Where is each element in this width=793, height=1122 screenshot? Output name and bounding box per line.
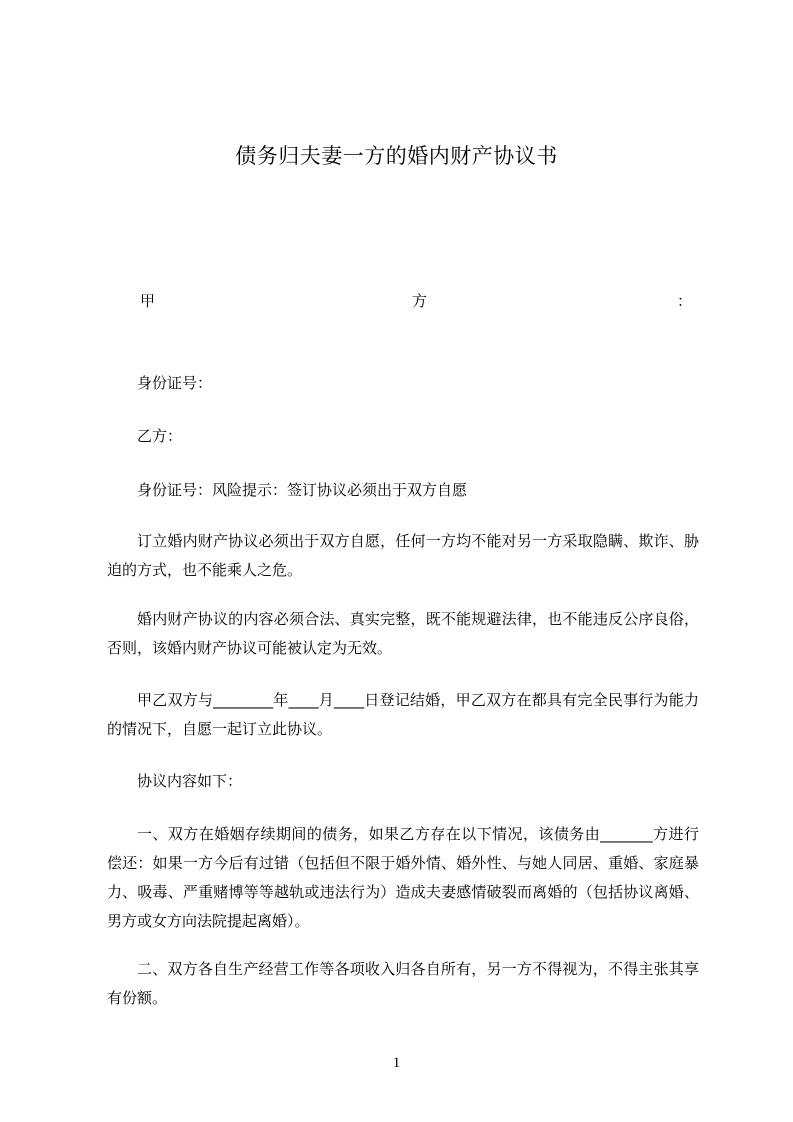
- id-number-risk-line: 身份证号：风险提示：签订协议必须出于双方自愿: [137, 481, 468, 499]
- party-a-char-1: 甲: [140, 292, 156, 310]
- party-a-char-2: 方: [412, 292, 428, 310]
- paragraph-voluntary: 订立婚内财产协议必须出于双方自愿，任何一方均不能对另一方采取隐瞒、欺诈、胁迫的方式，也不能乘人之危。: [107, 532, 699, 579]
- clause-1: 一、双方在婚姻存续期间的债务，如果乙方存在以下情况，该债务由_______方进行偿还：如果一方今后有过错（包括但不限于婚外情、婚外性、与她人同居、重婚、家庭暴力、吸毒、严重赌博等等越轨或违法行为）造成夫妻感情破裂而离婚的（包括协议离婚、男方或女方向法院提起离婚）。: [107, 825, 699, 930]
- party-a-colon: ：: [677, 292, 693, 310]
- party-b-label: 乙方：: [137, 427, 183, 445]
- paragraph-marriage-date: 甲乙双方与________年____月____日登记结婚，甲乙双方在都具有完全民事行为能力的情况下，自愿一起订立此协议。: [107, 691, 699, 738]
- content-intro: 协议内容如下：: [137, 772, 243, 790]
- page-number: 1: [392, 1055, 401, 1071]
- clause-2: 二、双方各自生产经营工作等各项收入归各自所有，另一方不得视为，不得主张其享有份额。: [107, 960, 699, 1007]
- document-title: 债务归夫妻一方的婚内财产协议书: [235, 144, 558, 168]
- id-number-label-a: 身份证号：: [137, 374, 213, 392]
- paragraph-legality: 婚内财产协议的内容必须合法、真实完整，既不能规避法律，也不能违反公序良俗，否则，该婚内财产协议可能被认定为无效。: [107, 610, 699, 657]
- party-a-line: [137, 290, 693, 314]
